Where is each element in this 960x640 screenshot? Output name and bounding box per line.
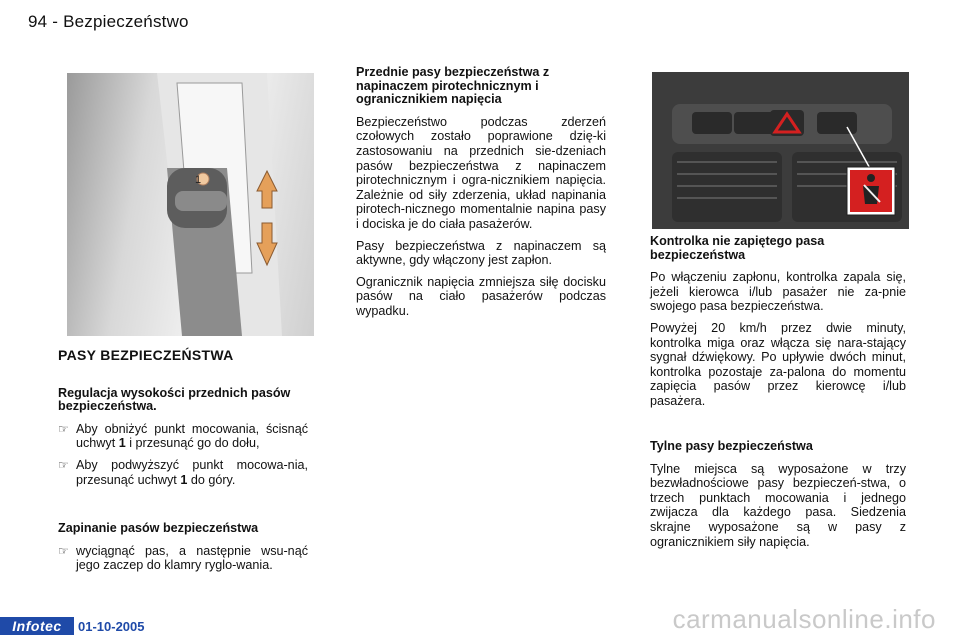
bullet-raise-pre: Aby podwyższyć punkt mocowa-nia, przesunąć uchwyt bbox=[76, 457, 308, 487]
seatbelt-adjuster-photo bbox=[67, 73, 314, 336]
bullet-fasten-text: wyciągnąć pas, a następnie wsu-nąć jego zaczep do klamry ryglo-wania. bbox=[76, 543, 308, 573]
left-column bbox=[58, 348, 308, 580]
hand-pointer-icon: ☞ bbox=[58, 421, 69, 436]
pretensioner-title: Przednie pasy bezpieczeństwa z napinaczem pirotechnicznym i ogranicznikiem napięcia bbox=[356, 65, 550, 107]
bullet-raise-num: 1 bbox=[180, 472, 188, 487]
rear-title: Tylne pasy bezpieczeństwa bbox=[650, 439, 813, 453]
bullet-raise-post: do góry. bbox=[187, 472, 236, 487]
pretensioner-p1: Bezpieczeństwo podczas zderzeń czołowych zostało poprawione dzię-ki zastosowaniu na przednich sie-dzeniach pasów bezpieczeństwa z napinaczem pirotechnicznym i ogra-nicznikiem napięcia. Zależnie od siły zderzenia, układ napinania pirotech-nicznego momentalnie napina pasy i dociska je do ciała pasażerów. bbox=[356, 114, 606, 231]
pretensioner-p3: Ogranicznik napięcia zmniejsza siłę docisku pasów na ciało pasażerów podczas wypadku. bbox=[356, 274, 606, 318]
dashboard-illustration bbox=[652, 72, 909, 229]
bullet-lower-pre: Aby obniżyć punkt mocowania, ścisnąć uchwyt bbox=[76, 421, 308, 451]
watermark: carmanualsonline.info bbox=[672, 604, 936, 634]
rear-p: Tylne miejsca są wyposażone w trzy bezwładnościowe pasy bezpieczeń-stwa, o trzech punktach mocowania i jednego zwijacza dla każdego pasa. Siedzenia skrajne wyposażone są w pasy z ogranicznikiem siły napięcia. bbox=[650, 461, 906, 549]
warning-p2: Powyżej 20 km/h przez dwie minuty, kontrolka miga oraz włącza się nara-stający sygnał dźwiękowy. Po upływie dwóch minut, kontrolka pozostaje za-palona do momentu zapięcia pasów przez kierowcę i/lub pasażera. bbox=[650, 320, 906, 408]
right-column-warning bbox=[650, 235, 906, 416]
seatbelt-adjuster-illustration bbox=[67, 73, 314, 336]
hand-pointer-icon: ☞ bbox=[58, 543, 69, 558]
fasten-title: Zapinanie pasów bezpieczeństwa bbox=[58, 521, 259, 536]
page-header bbox=[28, 12, 189, 32]
infotec-logo: Infotec bbox=[0, 617, 74, 635]
adjust-title: Regulacja wysokości przednich pasów bezpieczeństwa. bbox=[58, 385, 291, 414]
warning-p1: Po włączeniu zapłonu, kontrolka zapala się, jeżeli kierowca i/lub pasażer nie za-pnie swojego pasa bezpieczeństwa. bbox=[650, 270, 906, 314]
page-number: 94 bbox=[28, 12, 48, 31]
hazard-triangle-icon bbox=[770, 110, 804, 136]
bullet-raise bbox=[58, 458, 308, 487]
pretensioner-p2: Pasy bezpieczeństwa z napinaczem są aktywne, gdy włączony jest zapłon. bbox=[356, 238, 606, 268]
page-title: Bezpieczeństwo bbox=[63, 12, 189, 31]
adjuster-label: 1 bbox=[195, 174, 202, 186]
middle-column bbox=[356, 66, 606, 326]
section-title: PASY BEZPIECZEŃSTWA bbox=[58, 347, 234, 363]
hand-pointer-icon: ☞ bbox=[58, 457, 69, 472]
bullet-lower-post: i przesunąć go do dołu, bbox=[125, 436, 260, 451]
warning-title: Kontrolka nie zapiętego pasa bezpieczeństwa bbox=[650, 234, 825, 262]
bullet-lower-num: 1 bbox=[118, 436, 126, 451]
bullet-lower bbox=[58, 422, 308, 451]
seatbelt-warning-icon bbox=[847, 167, 895, 215]
header-separator: - bbox=[52, 12, 59, 31]
right-column-rear bbox=[650, 440, 906, 556]
bullet-fasten bbox=[58, 544, 308, 573]
footer-date: 01-10-2005 bbox=[78, 619, 145, 634]
dashboard-warning-photo bbox=[652, 72, 909, 229]
